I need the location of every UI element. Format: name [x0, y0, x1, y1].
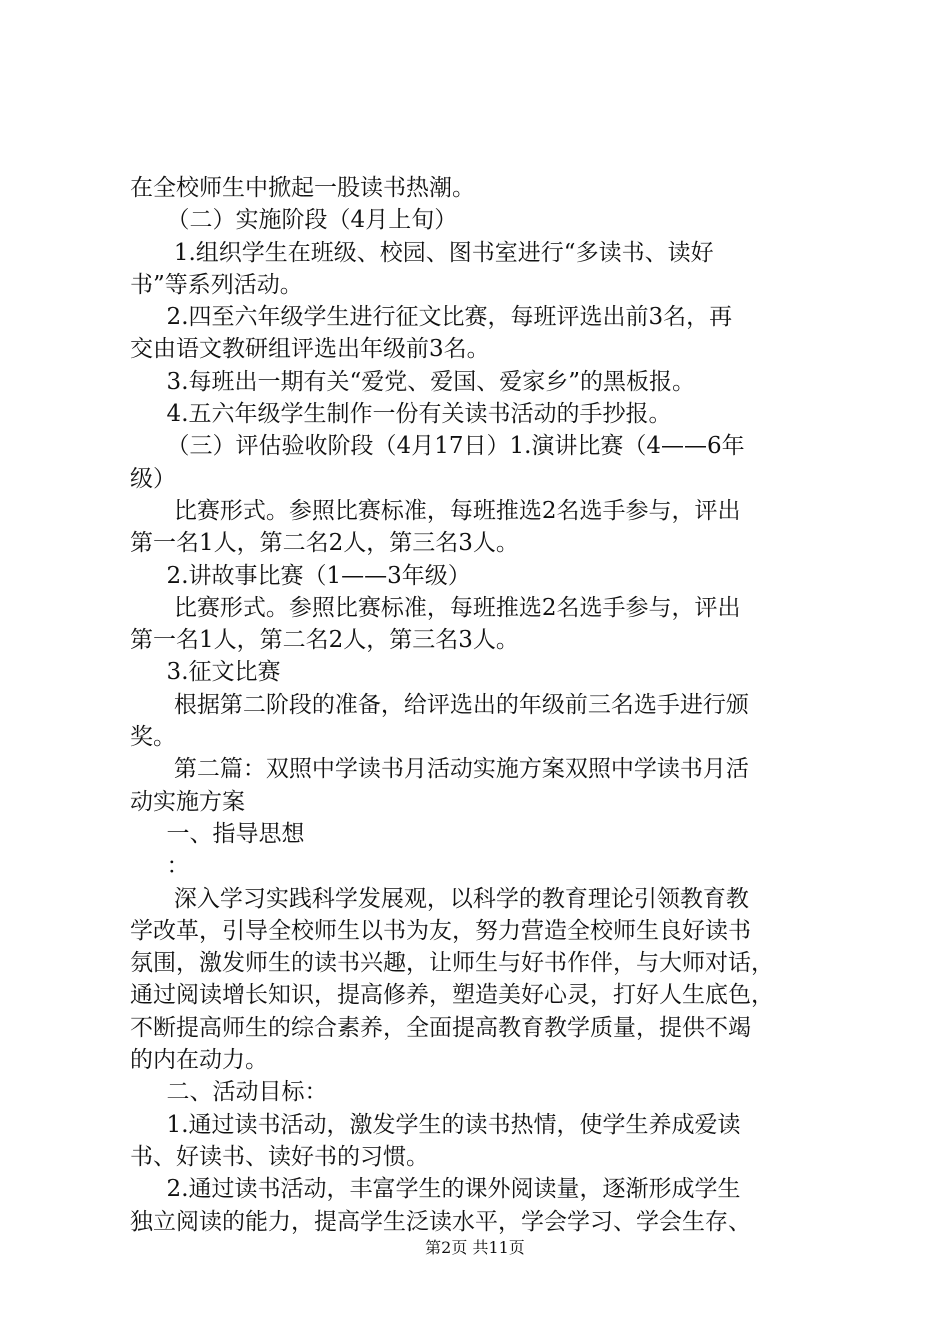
text-line: 1.组织学生在班级、校园、图书室进行“多读书、读好	[130, 239, 714, 266]
text-line: 4.五六年级学生制作一份有关读书活动的手抄报。	[130, 401, 672, 428]
text-line: 2.四至六年级学生进行征文比赛，每班评选出前3名，再	[130, 304, 733, 331]
document-body	[130, 172, 832, 1238]
text-line: 书”等系列活动。	[130, 271, 303, 298]
text-line: 2.通过读书活动，丰富学生的课外阅读量，逐渐形成学生	[130, 1176, 741, 1203]
text-line: 通过阅读增长知识，提高修养，塑造美好心灵，打好人生底色，	[130, 982, 774, 1009]
text-line: （三）评估验收阶段（4月17日）1.演讲比赛（4——6年	[130, 433, 745, 460]
text-line: 一、指导思想	[130, 820, 305, 847]
text-line: 不断提高师生的综合素养，全面提高教育教学质量，提供不竭	[130, 1014, 751, 1041]
text-line: （二）实施阶段（4月上旬）	[130, 207, 458, 234]
text-line: 交由语文教研组评选出年级前3名。	[130, 336, 490, 363]
text-line: 第一名1人，第二名2人，第三名3人。	[130, 530, 519, 557]
text-line: 3.每班出一期有关“爱党、爱国、爱家乡”的黑板报。	[130, 368, 696, 395]
text-line: 在全校师生中掀起一股读书热潮。	[130, 175, 475, 201]
text-line: 深入学习实践科学发展观，以科学的教育理论引领教育教	[130, 885, 749, 912]
text-line: 比赛形式。参照比赛标准，每班推选2名选手参与，评出	[130, 594, 741, 621]
text-line: 2.讲故事比赛（1——3年级）	[130, 562, 471, 589]
text-line: 比赛形式。参照比赛标准，每班推选2名选手参与，评出	[130, 497, 741, 524]
text-line: 书、好读书、读好书的习惯。	[130, 1143, 429, 1170]
text-line: 氛围，激发师生的读书兴趣，让师生与好书作伴，与大师对话，	[130, 950, 774, 977]
text-line: 第二篇：双照中学读书月活动实施方案双照中学读书月活	[130, 756, 749, 783]
text-line: 根据第二阶段的准备，给评选出的年级前三名选手进行颁	[130, 691, 749, 718]
page-number-label: 第2页 共11页	[425, 1238, 525, 1257]
text-line: 独立阅读的能力，提高学生泛读水平，学会学习、学会生存、	[130, 1208, 751, 1235]
text-line: 学改革，引导全校师生以书为友，努力营造全校师生良好读书	[130, 917, 751, 944]
text-line: 奖。	[130, 724, 176, 751]
text-line: ：	[130, 853, 190, 880]
text-line: 二、活动目标：	[130, 1079, 328, 1106]
text-line: 3.征文比赛	[130, 659, 281, 686]
text-line: 的内在动力。	[130, 1047, 268, 1074]
text-line: 第一名1人，第二名2人，第三名3人。	[130, 627, 519, 654]
text-line: 动实施方案	[130, 788, 245, 815]
text-line: 级）	[130, 465, 176, 492]
text-line: 1.通过读书活动，激发学生的读书热情，使学生养成爱读	[130, 1111, 741, 1138]
page-footer	[0, 1236, 950, 1260]
